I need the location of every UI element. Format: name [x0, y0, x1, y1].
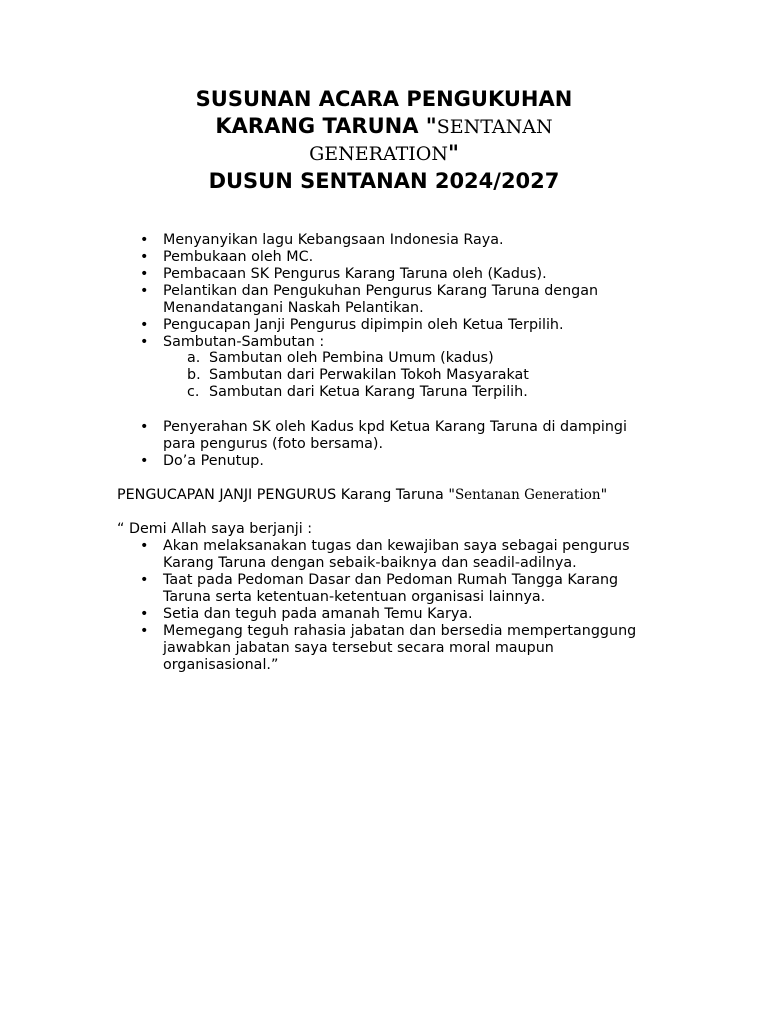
sambutan-marker: a.: [187, 350, 201, 366]
agenda-item: • Pengucapan Janji Pengurus dipimpin oleh Ketua Terpilih.: [140, 317, 660, 334]
janji-item: • Memegang teguh rahasia jabatan dan bersedia mempertanggung jawabkan jabatan saya tersebut secara moral maupun organisasional.”: [140, 623, 660, 674]
agenda-item: • Pelantikan dan Pengukuhan Pengurus Karang Taruna dengan Menandatangani Naskah Pelantikan.: [140, 283, 660, 317]
agenda-item: • Penyerahan SK oleh Kadus kpd Ketua Karang Taruna di dampingi para pengurus (foto bersama).: [140, 419, 660, 453]
sambutan-item: [187, 350, 647, 367]
title-line-4: DUSUN SENTANAN 2024/2027: [208, 169, 560, 193]
sambutan-marker: c.: [187, 384, 200, 400]
janji-item: • Taat pada Pedoman Dasar dan Pedoman Rumah Tangga Karang Taruna serta ketentuan-ketentuan organisasi lainnya.: [140, 572, 660, 606]
janji-heading-serif: Sentanan Generation: [454, 487, 601, 503]
agenda-item: • Menyanyikan lagu Kebangsaan Indonesia Raya.: [140, 232, 660, 249]
title-line-2-serif: SENTANAN: [436, 116, 553, 138]
janji-item: • Setia dan teguh pada amanah Temu Karya.: [140, 606, 660, 623]
sambutan-text: Sambutan oleh Pembina Umum (kadus): [209, 350, 494, 366]
agenda-item: • Do’a Penutup.: [140, 453, 660, 470]
title-line-3-serif: GENERATION: [309, 143, 448, 165]
title-line-3: [0, 141, 768, 166]
title-line-2-prefix: KARANG TARUNA ": [215, 114, 437, 138]
agenda-item: • Pembacaan SK Pengurus Karang Taruna oleh (Kadus).: [140, 266, 660, 283]
agenda-item: • Pembukaan oleh MC.: [140, 249, 660, 266]
janji-heading: [117, 487, 677, 504]
sambutan-text: Sambutan dari Perwakilan Tokoh Masyarakat: [209, 367, 529, 383]
janji-heading-prefix: PENGUCAPAN JANJI PENGURUS Karang Taruna ": [117, 487, 455, 503]
sambutan-marker: b.: [187, 367, 201, 383]
sambutan-text: Sambutan dari Ketua Karang Taruna Terpilih.: [209, 384, 528, 400]
title-line-3-suffix: ": [447, 141, 459, 165]
agenda-list: [140, 232, 660, 351]
janji-item: • Akan melaksanakan tugas dan kewajiban saya sebagai pengurus Karang Taruna dengan sebaik-baiknya dan seadil-adilnya.: [140, 538, 660, 572]
sambutan-list: [187, 350, 647, 401]
agenda-item: • Sambutan-Sambutan :: [140, 334, 660, 351]
agenda-list-continued: [140, 419, 660, 470]
sambutan-item: [187, 367, 647, 384]
janji-list: [140, 538, 660, 674]
document-title: [0, 86, 768, 195]
janji-intro: “ Demi Allah saya berjanji :: [117, 521, 313, 537]
title-line-1: SUSUNAN ACARA PENGUKUHAN: [195, 87, 573, 111]
janji-heading-suffix: ": [600, 487, 608, 503]
title-line-2: [0, 113, 768, 141]
sambutan-item: [187, 384, 647, 401]
